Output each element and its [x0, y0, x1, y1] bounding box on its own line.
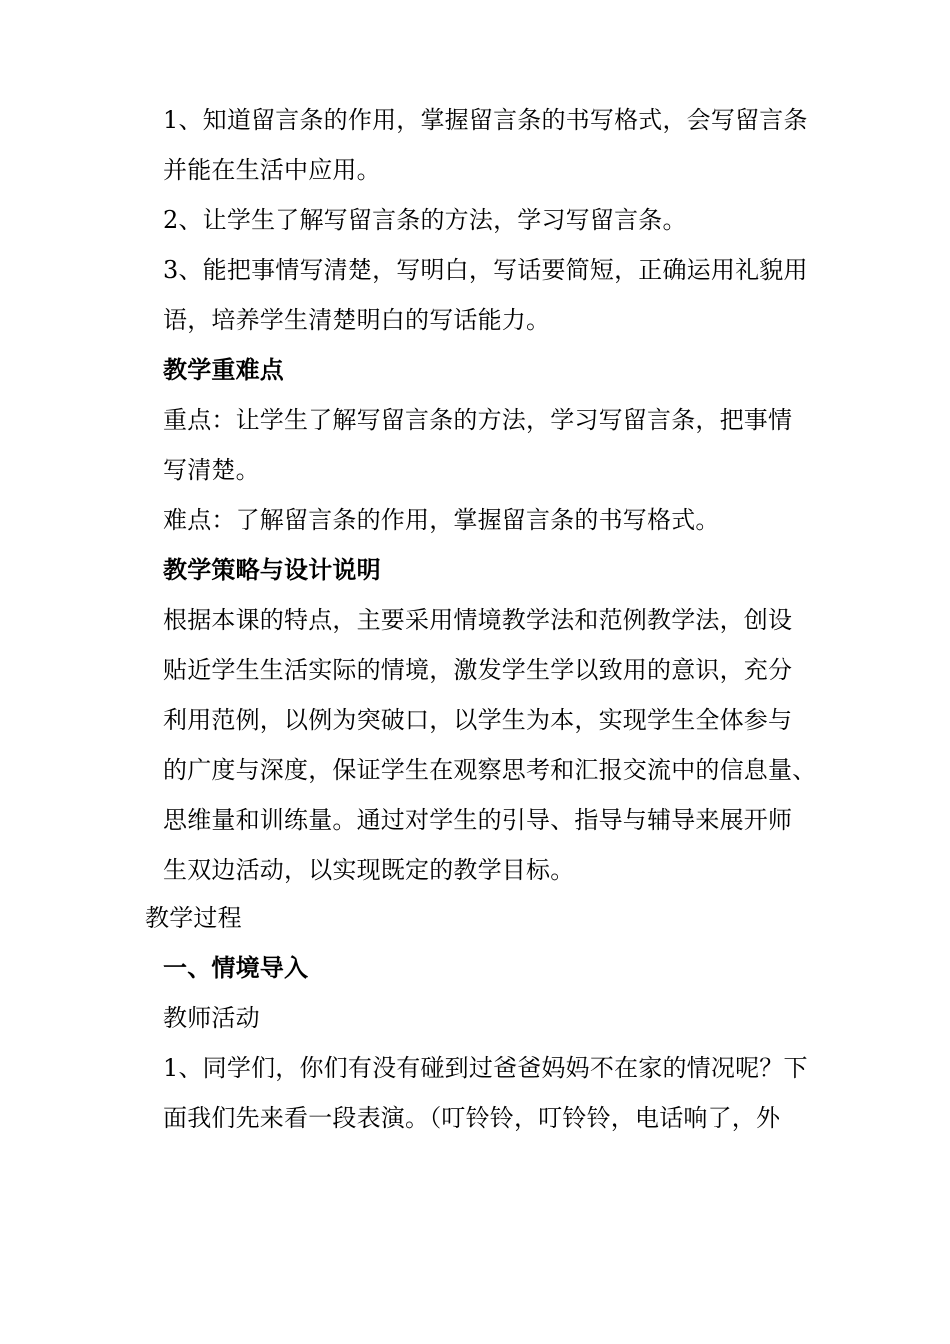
- strategy-line: 的广度与深度，保证学生在观察思考和汇报交流中的信息量、: [163, 756, 817, 784]
- process-heading: 教学过程: [145, 904, 242, 932]
- objective-1-line-2: 并能在生活中应用。: [163, 156, 381, 184]
- teacher-activity-label: 教师活动: [163, 1004, 260, 1032]
- objective-3-line-1: 3、能把事情写清楚，写明白，写话要简短，正确运用礼貌用: [163, 256, 808, 284]
- strategy-line: 贴近学生生活实际的情境，激发学生学以致用的意识，充分: [163, 656, 793, 684]
- strategy-line: 利用范例，以例为突破口，以学生为本，实现学生全体参与: [163, 706, 793, 734]
- focus-line-1: 重点：让学生了解写留言条的方法，学习写留言条，把事情: [163, 406, 793, 434]
- objective-1-line-1: 1、知道留言条的作用，掌握留言条的书写格式，会写留言条: [163, 106, 808, 134]
- strategy-line: 思维量和训练量。通过对学生的引导、指导与辅导来展开师: [163, 806, 793, 834]
- objective-2: 2、让学生了解写留言条的方法，学习写留言条。: [163, 206, 687, 234]
- strategy-line: 根据本课的特点，主要采用情境教学法和范例教学法，创设: [163, 606, 793, 634]
- focus-line-2: 写清楚。: [163, 456, 260, 484]
- section-1-heading: 一、情境导入: [163, 954, 309, 982]
- key-points-heading: 教学重难点: [163, 356, 284, 384]
- strategy-line: 生双边活动，以实现既定的教学目标。: [163, 856, 575, 884]
- para-1-line-1: 1、同学们，你们有没有碰到过爸爸妈妈不在家的情况呢？下: [163, 1054, 808, 1082]
- objective-3-line-2: 语，培养学生清楚明白的写话能力。: [163, 306, 551, 334]
- strategy-heading: 教学策略与设计说明: [163, 556, 381, 584]
- para-1-line-2: 面我们先来看一段表演。（叮铃铃，叮铃铃，电话响了，外: [163, 1104, 781, 1132]
- difficulty-line: 难点：了解留言条的作用，掌握留言条的书写格式。: [163, 506, 720, 534]
